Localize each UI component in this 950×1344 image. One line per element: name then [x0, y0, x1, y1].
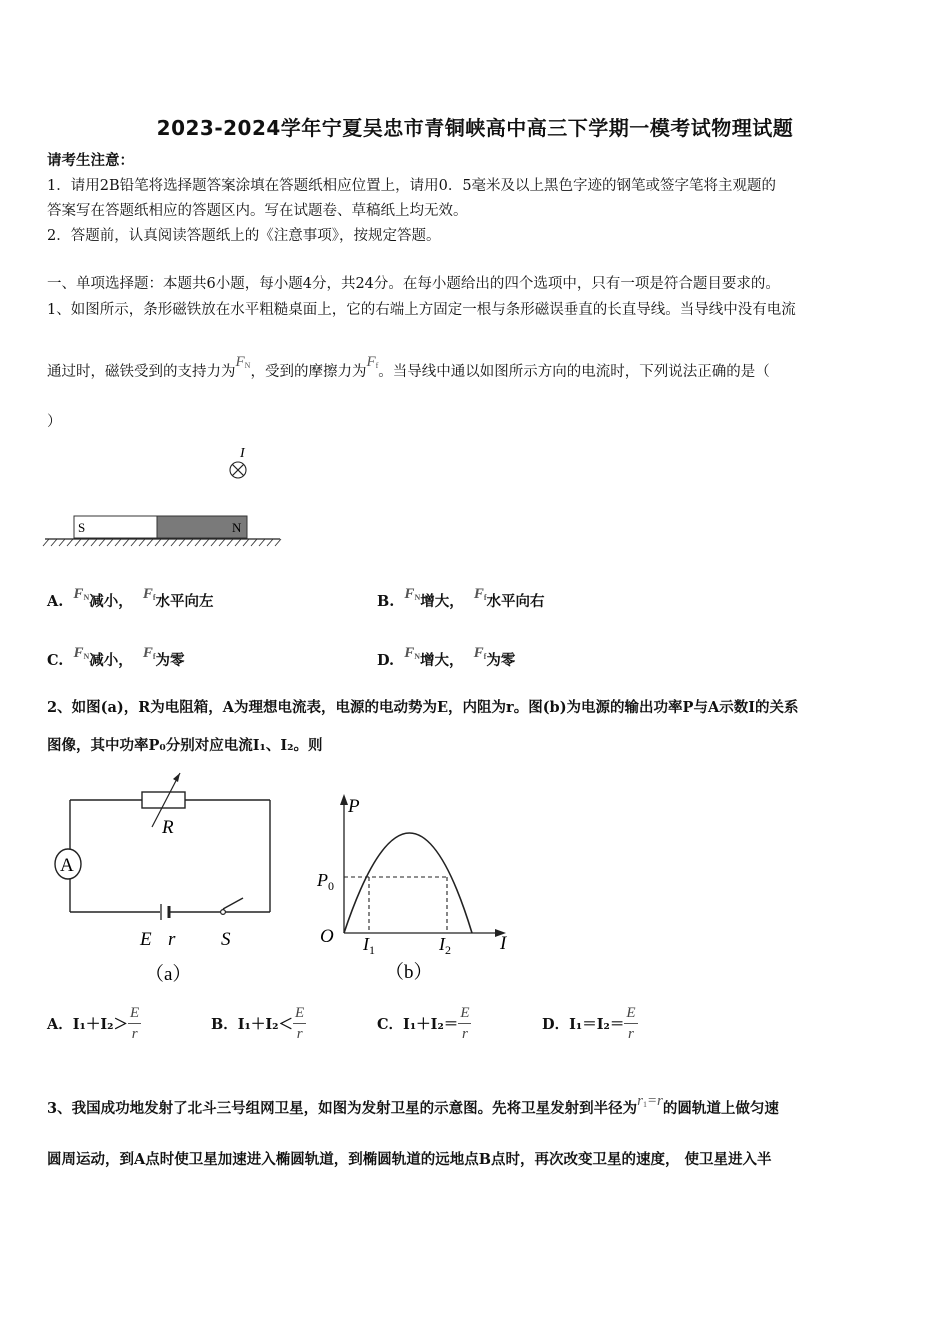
notice-line-1: 1．请用2B铅笔将选择题答案涂填在答题纸相应位置上，请用0．5毫米及以上黑色字迹的钢笔或签字笔将主观题的	[47, 178, 777, 194]
i2-label: $I_2$	[439, 934, 451, 957]
magnet-s-pole	[74, 516, 157, 538]
q2-option-c[interactable]: C．I₁＋I₂＝ $\frac{E}{r}$	[377, 1005, 470, 1042]
q1-option-c[interactable]: C. $F_N$减小， $F_f$为零	[47, 645, 185, 669]
q1-option-b[interactable]: B. $F_N$增大， $F_f$水平向右	[377, 586, 545, 610]
q1-option-d[interactable]: D. $F_N$增大， $F_f$为零	[377, 645, 516, 669]
origin-label: O	[320, 926, 334, 947]
q2-option-d[interactable]: D．I₁＝I₂＝ $\frac{E}{r}$	[542, 1005, 636, 1042]
ff-symbol: $F_f$	[366, 354, 379, 370]
q1-line-2c: 。当导线中通以如图所示方向的电流时，下列说法正确的是（	[378, 364, 770, 380]
notice-line-3: 2．答题前，认真阅读答题纸上的《注意事项》，按规定答题。	[47, 228, 441, 244]
section-heading: 一、单项选择题：本题共6小题，每小题4分，共24分。在每小题给出的四个选项中，只有一项是符合题目要求的。	[47, 276, 780, 292]
power-graph-figure-b	[310, 790, 520, 990]
ammeter-label: A	[60, 855, 74, 876]
resistor-label: R	[162, 817, 174, 838]
q2-option-b[interactable]: B．I₁＋I₂＜ $\frac{E}{r}$	[211, 1005, 305, 1042]
emf-label: E	[140, 929, 152, 950]
magnet-n-label: N	[232, 520, 242, 535]
i-axis-label: I	[500, 933, 507, 954]
internal-resistance-label: r	[168, 929, 176, 950]
q1-line-2a: 通过时，磁铁受到的支持力为	[47, 364, 236, 380]
magnet-figure	[40, 440, 290, 552]
switch-contact	[221, 910, 226, 915]
q2-line-1: 2、如图(a)，R为电阻箱，A为理想电流表，电源的电动势为E，内阻为r。图(b)为电源的输出功率P与A示数I的关系	[47, 699, 799, 716]
notice-line-2: 答案写在答题纸相应的答题区内。写在试题卷、草稿纸上均无效。	[47, 203, 468, 219]
q1-line-3: ）	[47, 414, 62, 430]
figure-a-caption: （a）	[145, 964, 192, 985]
q3-line-1: 3、我国成功地发射了北斗三号组网卫星，如图为发射卫星的示意图。先将卫星发射到半径为$r_1=r$的圆轨道上做匀速	[47, 1093, 779, 1117]
page-title: 2023-2024学年宁夏吴忠市青铜峡高中高三下学期一模考试物理试题	[156, 116, 794, 140]
i1-label: $I_1$	[363, 934, 375, 957]
p0-label: $P_0$	[317, 870, 334, 893]
magnet-s-label: S	[78, 520, 86, 535]
switch-label: S	[221, 929, 231, 950]
r1-symbol: $r_1=r$	[637, 1093, 663, 1109]
q2-line-2: 图像，其中功率P₀分别对应电流I₁、I₂。则	[47, 737, 323, 754]
p-axis-label: P	[348, 796, 360, 817]
q1-line-1: 1、如图所示，条形磁铁放在水平粗糙桌面上，它的右端上方固定一根与条形磁误垂直的长直导线。当导线中没有电流	[47, 302, 796, 318]
current-label: I	[240, 446, 245, 461]
q2-option-a[interactable]: A．I₁＋I₂＞ $\frac{E}{r}$	[47, 1005, 140, 1042]
circuit-figure-a	[50, 765, 280, 990]
q3-line-2: 圆周运动，到A点时使卫星加速进入椭圆轨道，到椭圆轨道的远地点B点时，再次改变卫星的速度， 使卫星进入半	[47, 1151, 772, 1168]
q1-option-a[interactable]: A. $F_N$减小， $F_f$水平向左	[47, 586, 214, 610]
q1-line-2	[47, 354, 770, 387]
table-hatching	[43, 539, 281, 546]
power-curve	[344, 833, 472, 933]
notice-heading: 请考生注意：	[47, 152, 134, 169]
fn-symbol: $F_N$	[235, 354, 251, 370]
figure-b-caption: （b）	[385, 962, 433, 983]
q1-line-2b: ，受到的摩擦力为	[250, 364, 367, 380]
